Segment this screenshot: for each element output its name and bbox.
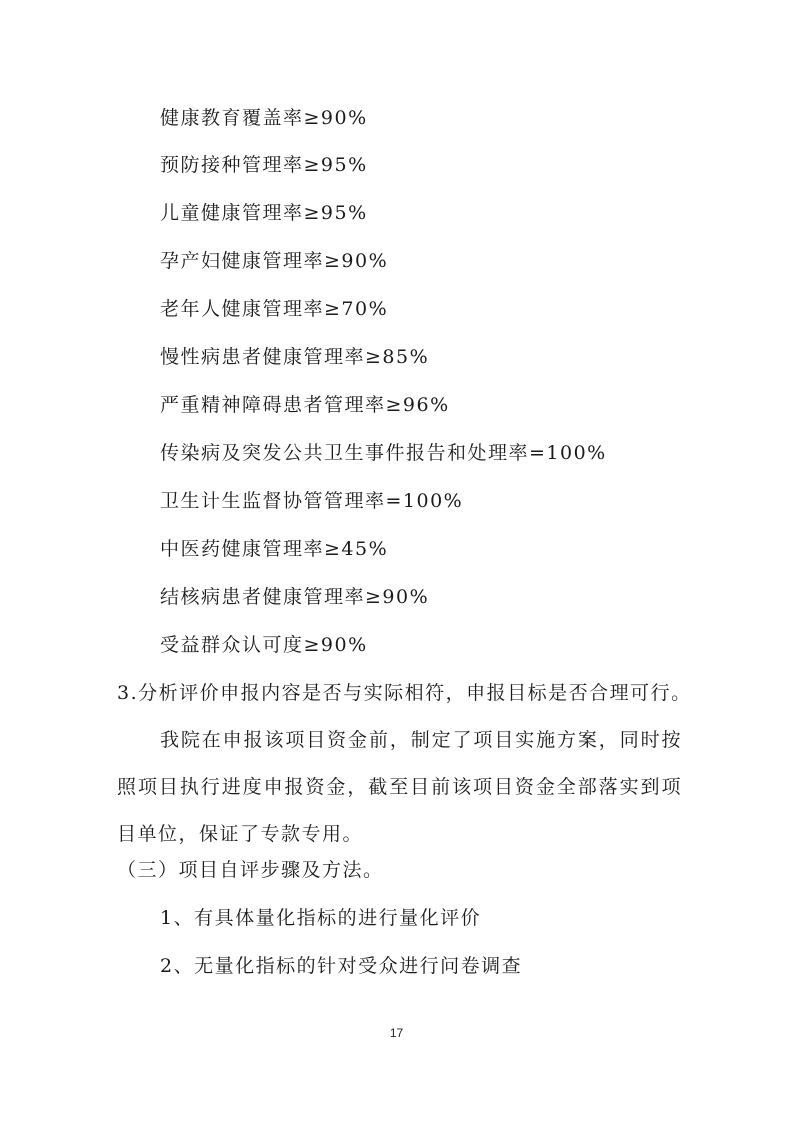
indicator-line: 结核病患者健康管理率≥90% — [160, 586, 430, 608]
section3-heading: 3.分析评价申报内容是否与实际相符，申报目标是否合理可行。 — [117, 682, 692, 704]
indicator-line: 孕产妇健康管理率≥90% — [160, 250, 389, 272]
indicator-line: 受益群众认可度≥90% — [160, 634, 368, 656]
step-line: 1、有具体量化指标的进行量化评价 — [160, 907, 482, 929]
indicator-line: 卫生计生监督协管管理率=100% — [160, 490, 464, 512]
indicator-line: 慢性病患者健康管理率≥85% — [160, 346, 430, 368]
indicator-line: 严重精神障碍患者管理率≥96% — [160, 394, 450, 416]
section3-paragraph: 我院在申报该项目资金前，制定了项目实施方案，同时按照项目执行进度申报资金，截至目前该项目资金全部落实到项目单位，保证了专款专用。 — [117, 729, 682, 845]
indicator-line: 健康教育覆盖率≥90% — [160, 107, 368, 129]
indicator-line: 预防接种管理率≥95% — [160, 154, 368, 176]
indicator-line: 中医药健康管理率≥45% — [160, 538, 389, 560]
step-line: 2、无量化指标的针对受众进行问卷调查 — [160, 955, 523, 977]
indicator-line: 老年人健康管理率≥70% — [160, 298, 389, 320]
subsection-heading: （三）项目自评步骤及方法。 — [117, 859, 384, 881]
indicator-line: 传染病及突发公共卫生事件报告和处理率=100% — [160, 442, 607, 464]
indicator-line: 儿童健康管理率≥95% — [160, 202, 368, 224]
page-number: 17 — [389, 1026, 404, 1040]
